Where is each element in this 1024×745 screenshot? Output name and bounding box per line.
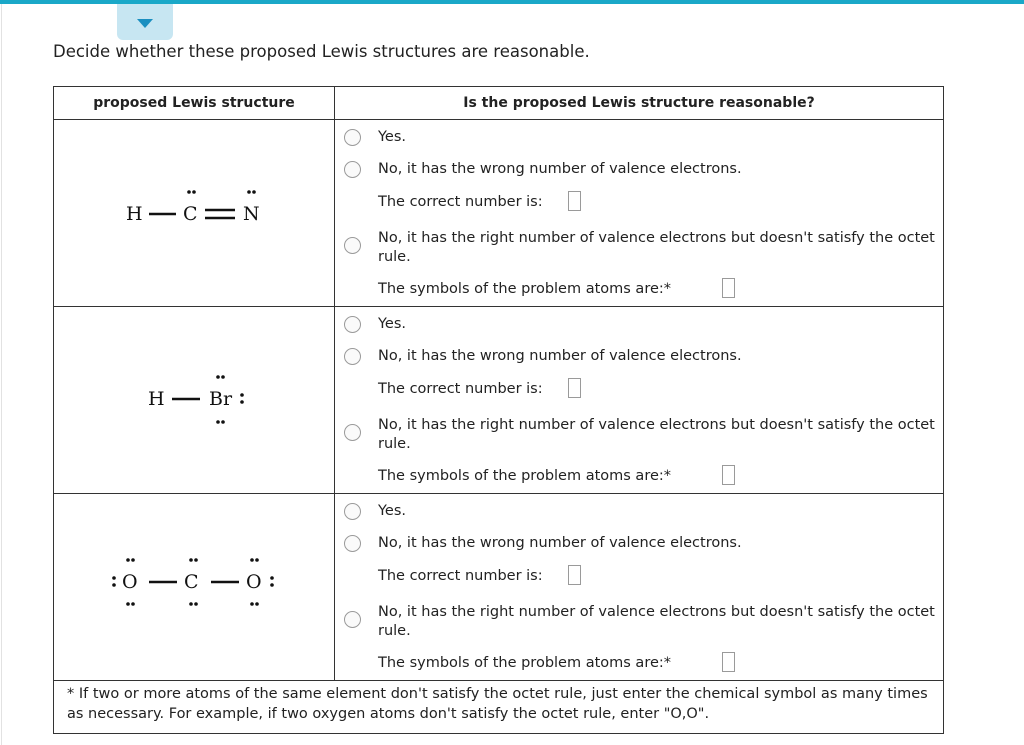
table-row: H C N Yes. No, it has the wrong number of valence electrons. The correct number is: No, it has the right number of valence electrons but doesn't satisfy the octet rule. The symbols of the problem atoms are:* bbox=[54, 120, 943, 307]
row-divider bbox=[54, 680, 943, 681]
atom-c: C bbox=[184, 571, 199, 593]
correct-number-input[interactable] bbox=[568, 378, 581, 398]
lone-pair-dot bbox=[216, 420, 220, 424]
atom-h: H bbox=[148, 388, 165, 410]
lone-pair-dot bbox=[240, 393, 244, 397]
radio-button[interactable] bbox=[344, 424, 361, 441]
lone-pair-dot bbox=[255, 558, 259, 562]
lone-pair-dot bbox=[252, 190, 256, 194]
lone-pair-dot bbox=[131, 558, 135, 562]
radio-button[interactable] bbox=[344, 237, 361, 254]
radio-button[interactable] bbox=[344, 535, 361, 552]
table-row: O C O Yes. No, it has the wrong number of valence electrons. The correct number is: No, it has the right number of valence electrons but doesn't satisfy the octet rule. The symbols of the problem atoms are:* bbox=[54, 494, 943, 681]
lone-pair-dot bbox=[216, 375, 220, 379]
lone-pair-dot bbox=[131, 602, 135, 606]
radio-button[interactable] bbox=[344, 348, 361, 365]
problem-atoms-input[interactable] bbox=[722, 465, 735, 485]
col-header-structure: proposed Lewis structure bbox=[93, 95, 295, 111]
problem-atoms-input[interactable] bbox=[722, 278, 735, 298]
lone-pair-dot bbox=[194, 602, 198, 606]
lone-pair-dot bbox=[221, 420, 225, 424]
lone-pair-dot bbox=[112, 583, 116, 587]
atom-o: O bbox=[246, 571, 262, 593]
lone-pair-dot bbox=[112, 576, 116, 580]
lewis-structure-hcn bbox=[54, 120, 334, 307]
lone-pair-dot bbox=[247, 190, 251, 194]
radio-button[interactable] bbox=[344, 503, 361, 520]
radio-button[interactable] bbox=[344, 129, 361, 146]
footnote: * If two or more atoms of the same element don't satisfy the octet rule, just enter the chemical symbol as many times as necessary. For example, if two oxygen atoms don't satisfy the octet rule, enter "O,O". bbox=[67, 686, 928, 722]
lone-pair-dot bbox=[255, 602, 259, 606]
lone-pair-dot bbox=[270, 576, 274, 580]
radio-button[interactable] bbox=[344, 161, 361, 178]
chevron-down-icon bbox=[137, 19, 153, 28]
collapse-toggle-button[interactable] bbox=[117, 4, 173, 40]
lewis-structure-table bbox=[53, 86, 944, 734]
table-row: H Br Yes. No, it has the wrong number of valence electrons. The correct number is: No, it has the right number of valence electrons but doesn't satisfy the octet rule. The symbols of the problem atoms are:* bbox=[54, 307, 943, 494]
problem-atoms-input[interactable] bbox=[722, 652, 735, 672]
correct-number-input[interactable] bbox=[568, 565, 581, 585]
atom-o: O bbox=[122, 571, 138, 593]
instruction-text: Decide whether these proposed Lewis structures are reasonable. bbox=[53, 42, 590, 61]
atom-h: H bbox=[126, 203, 143, 225]
correct-number-input[interactable] bbox=[568, 191, 581, 211]
lone-pair-dot bbox=[189, 602, 193, 606]
lewis-structure-oco bbox=[54, 494, 334, 681]
lone-pair-dot bbox=[270, 583, 274, 587]
lone-pair-dot bbox=[126, 602, 130, 606]
col-header-reasonable: Is the proposed Lewis structure reasonable? bbox=[463, 95, 815, 111]
lewis-diagram-hcn bbox=[54, 120, 334, 307]
radio-button[interactable] bbox=[344, 611, 361, 628]
lone-pair-dot bbox=[192, 190, 196, 194]
lone-pair-dot bbox=[240, 400, 244, 404]
left-border bbox=[1, 4, 2, 745]
lewis-diagram-hbr bbox=[54, 307, 334, 494]
lone-pair-dot bbox=[189, 558, 193, 562]
lone-pair-dot bbox=[194, 558, 198, 562]
lone-pair-dot bbox=[187, 190, 191, 194]
lewis-structure-hbr bbox=[54, 307, 334, 494]
lewis-diagram-oco bbox=[54, 494, 334, 681]
lone-pair-dot bbox=[250, 602, 254, 606]
radio-button[interactable] bbox=[344, 316, 361, 333]
atom-n: N bbox=[243, 203, 260, 225]
lone-pair-dot bbox=[250, 558, 254, 562]
lone-pair-dot bbox=[221, 375, 225, 379]
lone-pair-dot bbox=[126, 558, 130, 562]
atom-c: C bbox=[183, 203, 198, 225]
atom-br: Br bbox=[209, 388, 233, 410]
